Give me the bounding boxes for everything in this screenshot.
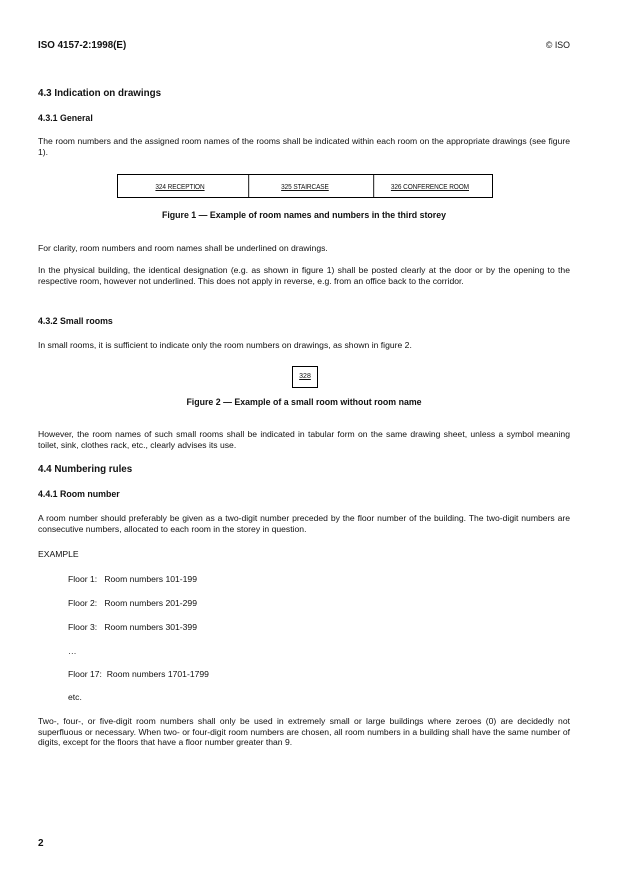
example-line-floor-17: Floor 17: Room numbers 1701-1799	[68, 669, 209, 679]
paragraph-underline: For clarity, room numbers and room names shall be underlined on drawings.	[38, 243, 328, 253]
figure-1-caption: Figure 1 — Example of room names and numbers in the third storey	[161, 210, 446, 220]
section-4-4-title: 4.4 Numbering rules	[38, 464, 133, 475]
figure-2-caption: Figure 2 — Example of a small room without room name	[186, 397, 422, 407]
room-label-328: 328	[299, 372, 311, 380]
figure-2-small-room	[292, 366, 318, 388]
paragraph-room-number: A room number should preferably be given as a two-digit number preceded by the floor number of the building. The two-digit numbers are consecutive numbers, allocated to each room in the storey in question.	[38, 513, 570, 534]
copyright-notice: © ISO	[545, 40, 570, 50]
section-4-4-1-title: 4.4.1 Room number	[38, 489, 120, 499]
paragraph-digit-rules: Two-, four-, or five-digit room numbers shall only be used in extremely small or large buildings where zeroes (0) are decidedly not superfluous or necessary. When two- or four-digit room numbers are chosen, all room numbers in a building shall have the same number of digits, except for the floors that have a floor number greater than 9.	[38, 716, 570, 748]
room-label-324: 324 RECEPTION	[155, 181, 205, 191]
section-4-3-2-title: 4.3.2 Small rooms	[38, 316, 113, 326]
figure-1-room-table	[117, 174, 493, 198]
room-label-326: 326 CONFERENCE ROOM	[373, 175, 486, 197]
example-line-floor-2: Floor 2: Room numbers 201-299	[68, 598, 197, 608]
example-label: EXAMPLE	[38, 549, 79, 559]
example-line-floor-3: Floor 3: Room numbers 301-399	[68, 622, 197, 632]
example-line-etc: etc.	[68, 692, 82, 702]
section-4-3-1-title: 4.3.1 General	[38, 113, 93, 123]
page-number: 2	[38, 838, 44, 849]
room-label-325: 325 STAIRCASE	[248, 175, 361, 197]
paragraph-small-rooms: In small rooms, it is sufficient to indicate only the room numbers on drawings, as shown in figure 2.	[38, 340, 412, 350]
document-id: ISO 4157-2:1998(E)	[38, 40, 127, 51]
example-line-ellipsis: …	[68, 646, 77, 656]
paragraph-general: The room numbers and the assigned room names of the rooms shall be indicated within each room on the appropriate drawings (see figure 1).	[38, 136, 570, 157]
paragraph-tabular-form: However, the room names of such small rooms shall be indicated in tabular form on the same drawing sheet, unless a symbol meaning toilet, sink, clothes rack, etc., clearly advises its use.	[38, 429, 570, 450]
example-line-floor-1: Floor 1: Room numbers 101-199	[68, 574, 197, 584]
paragraph-physical-building: In the physical building, the identical designation (e.g. as shown in figure 1) shall be posted clearly at the door or by the opening to the respective room, however not underlined. This does not apply in reverse, e.g. from an office back to the corridor.	[38, 265, 570, 286]
section-4-3-title: 4.3 Indication on drawings	[38, 88, 162, 99]
